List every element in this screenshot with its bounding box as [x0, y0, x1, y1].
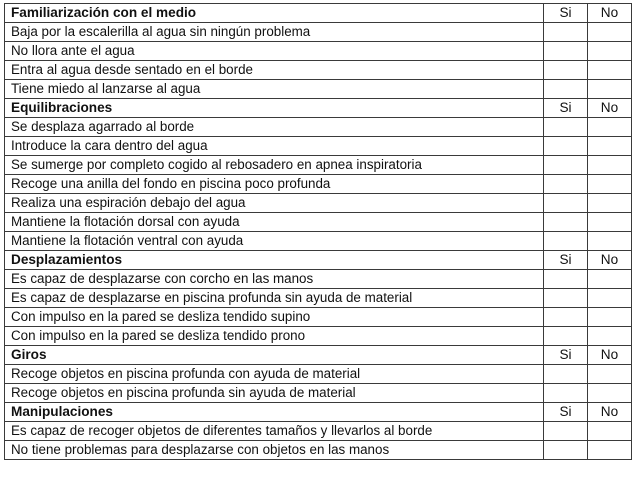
checklist-item-label: Entra al agua desde sentado en el borde	[5, 61, 544, 80]
checklist-item-row	[5, 80, 632, 99]
no-check-cell[interactable]	[588, 137, 632, 156]
checklist-item-row	[5, 118, 632, 137]
checklist-item-row	[5, 365, 632, 384]
yes-check-cell[interactable]	[544, 175, 588, 194]
column-no-label: No	[588, 346, 632, 365]
checklist-item-label: Se sumerge por completo cogido al rebosadero en apnea inspiratoria	[5, 156, 544, 175]
checklist-item-row	[5, 175, 632, 194]
checklist-item-label: Es capaz de desplazarse con corcho en las manos	[5, 270, 544, 289]
yes-check-cell[interactable]	[544, 194, 588, 213]
no-check-cell[interactable]	[588, 422, 632, 441]
column-yes-label: Si	[544, 346, 588, 365]
checklist-body	[5, 4, 632, 460]
yes-check-cell[interactable]	[544, 156, 588, 175]
no-check-cell[interactable]	[588, 270, 632, 289]
yes-check-cell[interactable]	[544, 23, 588, 42]
no-check-cell[interactable]	[588, 289, 632, 308]
section-title: Familiarización con el medio	[5, 4, 544, 23]
checklist-item-row	[5, 61, 632, 80]
checklist-item-label: Se desplaza agarrado al borde	[5, 118, 544, 137]
yes-check-cell[interactable]	[544, 365, 588, 384]
checklist-item-label: Tiene miedo al lanzarse al agua	[5, 80, 544, 99]
section-header-row	[5, 4, 632, 23]
checklist-item-row	[5, 289, 632, 308]
yes-check-cell[interactable]	[544, 422, 588, 441]
no-check-cell[interactable]	[588, 327, 632, 346]
column-no-label: No	[588, 403, 632, 422]
no-check-cell[interactable]	[588, 384, 632, 403]
yes-check-cell[interactable]	[544, 441, 588, 460]
column-no-label: No	[588, 251, 632, 270]
checklist-item-label: Introduce la cara dentro del agua	[5, 137, 544, 156]
checklist-item-row	[5, 194, 632, 213]
column-yes-label: Si	[544, 4, 588, 23]
checklist-item-label: Es capaz de recoger objetos de diferentes tamaños y llevarlos al borde	[5, 422, 544, 441]
checklist-item-label: Baja por la escalerilla al agua sin ningún problema	[5, 23, 544, 42]
yes-check-cell[interactable]	[544, 270, 588, 289]
yes-check-cell[interactable]	[544, 42, 588, 61]
checklist-item-row	[5, 270, 632, 289]
checklist-item-row	[5, 441, 632, 460]
checklist-item-row	[5, 327, 632, 346]
yes-check-cell[interactable]	[544, 61, 588, 80]
no-check-cell[interactable]	[588, 175, 632, 194]
checklist-item-row	[5, 384, 632, 403]
column-yes-label: Si	[544, 403, 588, 422]
checklist-item-row	[5, 42, 632, 61]
checklist-item-label: Con impulso en la pared se desliza tendido prono	[5, 327, 544, 346]
no-check-cell[interactable]	[588, 156, 632, 175]
yes-check-cell[interactable]	[544, 80, 588, 99]
section-title: Giros	[5, 346, 544, 365]
checklist-item-row	[5, 156, 632, 175]
yes-check-cell[interactable]	[544, 384, 588, 403]
section-header-row	[5, 346, 632, 365]
no-check-cell[interactable]	[588, 61, 632, 80]
yes-check-cell[interactable]	[544, 232, 588, 251]
checklist-item-label: Recoge una anilla del fondo en piscina poco profunda	[5, 175, 544, 194]
no-check-cell[interactable]	[588, 118, 632, 137]
checklist-item-label: Es capaz de desplazarse en piscina profunda sin ayuda de material	[5, 289, 544, 308]
checklist-item-row	[5, 422, 632, 441]
no-check-cell[interactable]	[588, 80, 632, 99]
section-title: Equilibraciones	[5, 99, 544, 118]
checklist-item-row	[5, 137, 632, 156]
checklist-item-label: Mantiene la flotación ventral con ayuda	[5, 232, 544, 251]
column-no-label: No	[588, 4, 632, 23]
section-header-row	[5, 99, 632, 118]
checklist-table	[4, 3, 632, 460]
no-check-cell[interactable]	[588, 213, 632, 232]
yes-check-cell[interactable]	[544, 137, 588, 156]
no-check-cell[interactable]	[588, 365, 632, 384]
section-header-row	[5, 403, 632, 422]
checklist-item-label: Mantiene la flotación dorsal con ayuda	[5, 213, 544, 232]
no-check-cell[interactable]	[588, 23, 632, 42]
checklist-item-label: Con impulso en la pared se desliza tendido supino	[5, 308, 544, 327]
checklist-item-row	[5, 308, 632, 327]
section-title: Manipulaciones	[5, 403, 544, 422]
checklist-item-label: Recoge objetos en piscina profunda sin ayuda de material	[5, 384, 544, 403]
checklist-item-label: No llora ante el agua	[5, 42, 544, 61]
checklist-item-label: Recoge objetos en piscina profunda con ayuda de material	[5, 365, 544, 384]
yes-check-cell[interactable]	[544, 118, 588, 137]
yes-check-cell[interactable]	[544, 213, 588, 232]
section-header-row	[5, 251, 632, 270]
no-check-cell[interactable]	[588, 441, 632, 460]
yes-check-cell[interactable]	[544, 308, 588, 327]
checklist-item-row	[5, 232, 632, 251]
yes-check-cell[interactable]	[544, 289, 588, 308]
no-check-cell[interactable]	[588, 308, 632, 327]
no-check-cell[interactable]	[588, 42, 632, 61]
checklist-item-label: Realiza una espiración debajo del agua	[5, 194, 544, 213]
no-check-cell[interactable]	[588, 232, 632, 251]
column-yes-label: Si	[544, 251, 588, 270]
column-no-label: No	[588, 99, 632, 118]
yes-check-cell[interactable]	[544, 327, 588, 346]
checklist-item-label: No tiene problemas para desplazarse con objetos en las manos	[5, 441, 544, 460]
checklist-item-row	[5, 23, 632, 42]
column-yes-label: Si	[544, 99, 588, 118]
no-check-cell[interactable]	[588, 194, 632, 213]
checklist-item-row	[5, 213, 632, 232]
section-title: Desplazamientos	[5, 251, 544, 270]
